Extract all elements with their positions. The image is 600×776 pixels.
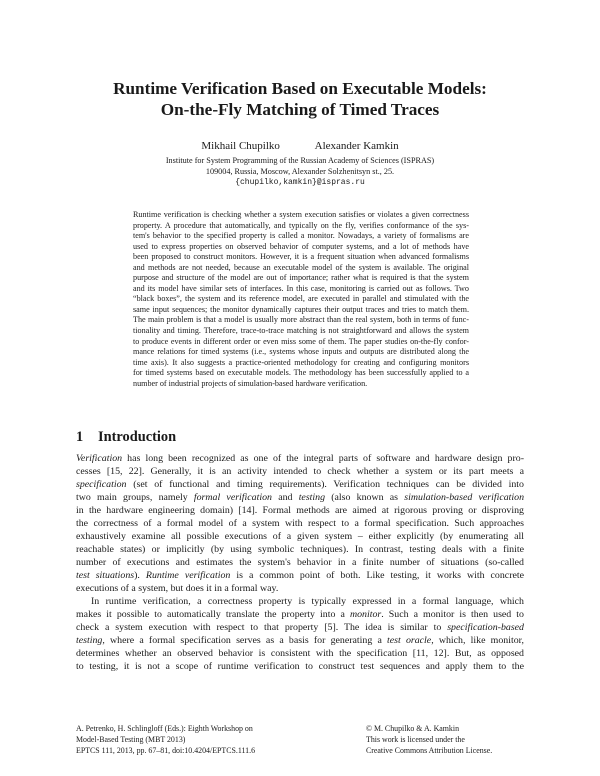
body-line: number of executions and estimates the system's behavior in a finite number of situations (so-called <box>76 557 524 568</box>
abstract-line: The main problem is that a model is usually more abstract than the real system, both in terms of func- <box>133 315 469 325</box>
body-line: executions of a system, but does it in a formal way. <box>76 583 279 594</box>
abstract-line: tem's behavior to the specified property is called a monitor. Nowadays, a variety of formalisms are <box>133 231 469 241</box>
body-text-span: makes it possible to automatically translate the property into a <box>76 609 350 620</box>
author-2: Alexander Kamkin <box>314 140 399 152</box>
body-line: determines whether an observed behavior is consistent with the specification [11, 12]. But, as opposed <box>76 648 524 659</box>
footer-left-line: Model-Based Testing (MBT 2013) <box>76 734 186 744</box>
body-line <box>76 608 524 621</box>
body-emph: simulation-based verification <box>404 492 524 503</box>
body-line: exhaustively examine all possible executions of a given system – either explicitly (by enumerating all <box>76 531 524 542</box>
body-line: the correctness of a formal model of a system with respect to a formal specification. Such approaches <box>76 518 524 529</box>
email[interactable]: {chupilko,kamkin}@ispras.ru <box>235 178 365 187</box>
body-line: reachable states) or implicitly (by using symbolic techniques). In contrast, testing deals with a finite <box>76 544 524 555</box>
body-emph: testing <box>298 492 326 503</box>
body-text <box>76 452 524 673</box>
body-emph: monitor <box>349 609 382 620</box>
body-line <box>76 478 524 491</box>
abstract-line: for timed systems based on executable models. The methodology has been successfully applied to a <box>133 368 469 378</box>
abstract <box>133 210 469 389</box>
affiliation-line-2: 109004, Russia, Moscow, Alexander Solzhenitsyn st., 25. <box>205 166 395 176</box>
body-text-span: has long been recognized as one of the integral parts of software and hardware design pro- <box>122 453 524 464</box>
body-line <box>76 569 524 582</box>
body-line <box>76 621 524 634</box>
abstract-line: Runtime verification is checking whether a system execution satisfies or violates a given correctness <box>133 210 469 219</box>
abstract-line: tionality and timing. Therefore, trace-to-trace matching is not straightforward and allows the system <box>133 326 469 336</box>
abstract-line: to produce events in different order or even miss some of them. The paper studies on-the-fly confor- <box>133 336 469 346</box>
abstract-line: used to express properties on observed behavior of computer systems, and a lot of methods have <box>133 241 469 251</box>
body-line: in the hardware engineering domain) [14]. Formal methods are aimed at rigorous proving or disproving <box>76 505 524 516</box>
abstract-line: and its model have similar sets of interfaces. In this case, monitoring is carried out as follows. Two <box>133 283 469 293</box>
abstract-line: time axis). It also suggests a practice-oriented methodology for creating and configuring monitors <box>133 357 469 367</box>
section-number: 1 <box>76 429 84 445</box>
footer-license <box>366 724 536 756</box>
author-1: Mikhail Chupilko <box>201 140 280 152</box>
body-line: In runtime verification, a correctness property is typically expressed in a formal language, which <box>91 596 524 607</box>
body-text-span: and <box>271 492 299 503</box>
footer-license-link[interactable]: Creative Commons Attribution License. <box>366 745 493 755</box>
footer-left-line[interactable]: EPTCS 111, 2013, pp. 67–81, doi:10.4204/EPTCS.111.6 <box>76 745 256 755</box>
body-line <box>76 491 524 504</box>
abstract-line: number of industrial projects of simulation-based hardware verification. <box>133 378 368 388</box>
body-line <box>76 452 524 465</box>
abstract-line: same input sequences; the monitor dynamically captures their output traces and tries to match them. <box>133 304 469 314</box>
footer-right-line: This work is licensed under the <box>366 734 465 744</box>
body-text-span: (set of functional and timing requirements). Verification techniques can be divided into <box>126 479 524 490</box>
title-line-1: Runtime Verification Based on Executable Models: <box>113 79 487 98</box>
abstract-line: mance relations for timed systems (i.e., systems whose inputs and outputs are distributed along the <box>133 347 469 357</box>
body-emph: specification <box>76 479 127 490</box>
affiliation <box>60 156 540 177</box>
body-text-span: is a common point of both. Like testing, it works with concrete <box>230 570 524 581</box>
body-line: cesses [15, 22]. Generally, it is an activity intended to check whether a system or its part meets a <box>76 466 524 477</box>
footer-right-line: © M. Chupilko & A. Kamkin <box>366 724 460 733</box>
abstract-line: purpose and structure of the model are out of importance; rather what is required is that the system <box>133 273 469 283</box>
body-text-span: check a system execution with respect to that property [5]. The idea is similar to <box>76 622 448 633</box>
body-emph: Verification <box>76 453 123 464</box>
body-line <box>76 634 524 647</box>
body-text-span: , which, like monitor, <box>431 635 524 646</box>
body-text-span: two main groups, namely <box>76 492 194 503</box>
title-line-2: On-the-Fly Matching of Timed Traces <box>160 100 440 119</box>
section-title: Introduction <box>98 429 177 445</box>
body-emph: formal verification <box>193 492 272 503</box>
body-emph: testing <box>76 635 103 646</box>
body-emph: Runtime verification <box>145 570 231 581</box>
body-emph: test oracle <box>387 635 432 646</box>
body-text-span: (also known as <box>325 492 405 503</box>
paper-title <box>60 78 540 120</box>
body-text-span: ). <box>134 570 146 581</box>
authors <box>60 139 540 153</box>
body-line: to testing, it is not a scope of runtime verification to construct test sequences and apply them to the <box>76 661 524 672</box>
affiliation-line-1: Institute for System Programming of the Russian Academy of Sciences (ISPRAS) <box>165 156 435 165</box>
body-emph: test situations <box>76 570 135 581</box>
body-text-span: , where a formal specification serves as a basis for generating a <box>102 635 388 646</box>
footer-citation <box>76 724 336 756</box>
body-emph: specification-based <box>447 622 524 633</box>
abstract-line: been proposed to construct monitors. However, it is a frequent situation when advanced formalisms <box>133 252 469 262</box>
abstract-line: property. A procedure that automatically, and typically on the fly, verifies conformance of the sys- <box>133 220 469 230</box>
section-heading <box>76 428 176 446</box>
abstract-line: and methods are not needed, because an executable model of the system is available. The original <box>133 262 469 272</box>
footer-left-line: A. Petrenko, H. Schlingloff (Eds.): Eighth Workshop on <box>76 724 253 733</box>
abstract-line: “black boxes”, the system and its reference model, are executed in parallel and stimulated with the <box>133 294 469 304</box>
body-text-span: . Such a monitor is then used to <box>381 609 524 620</box>
